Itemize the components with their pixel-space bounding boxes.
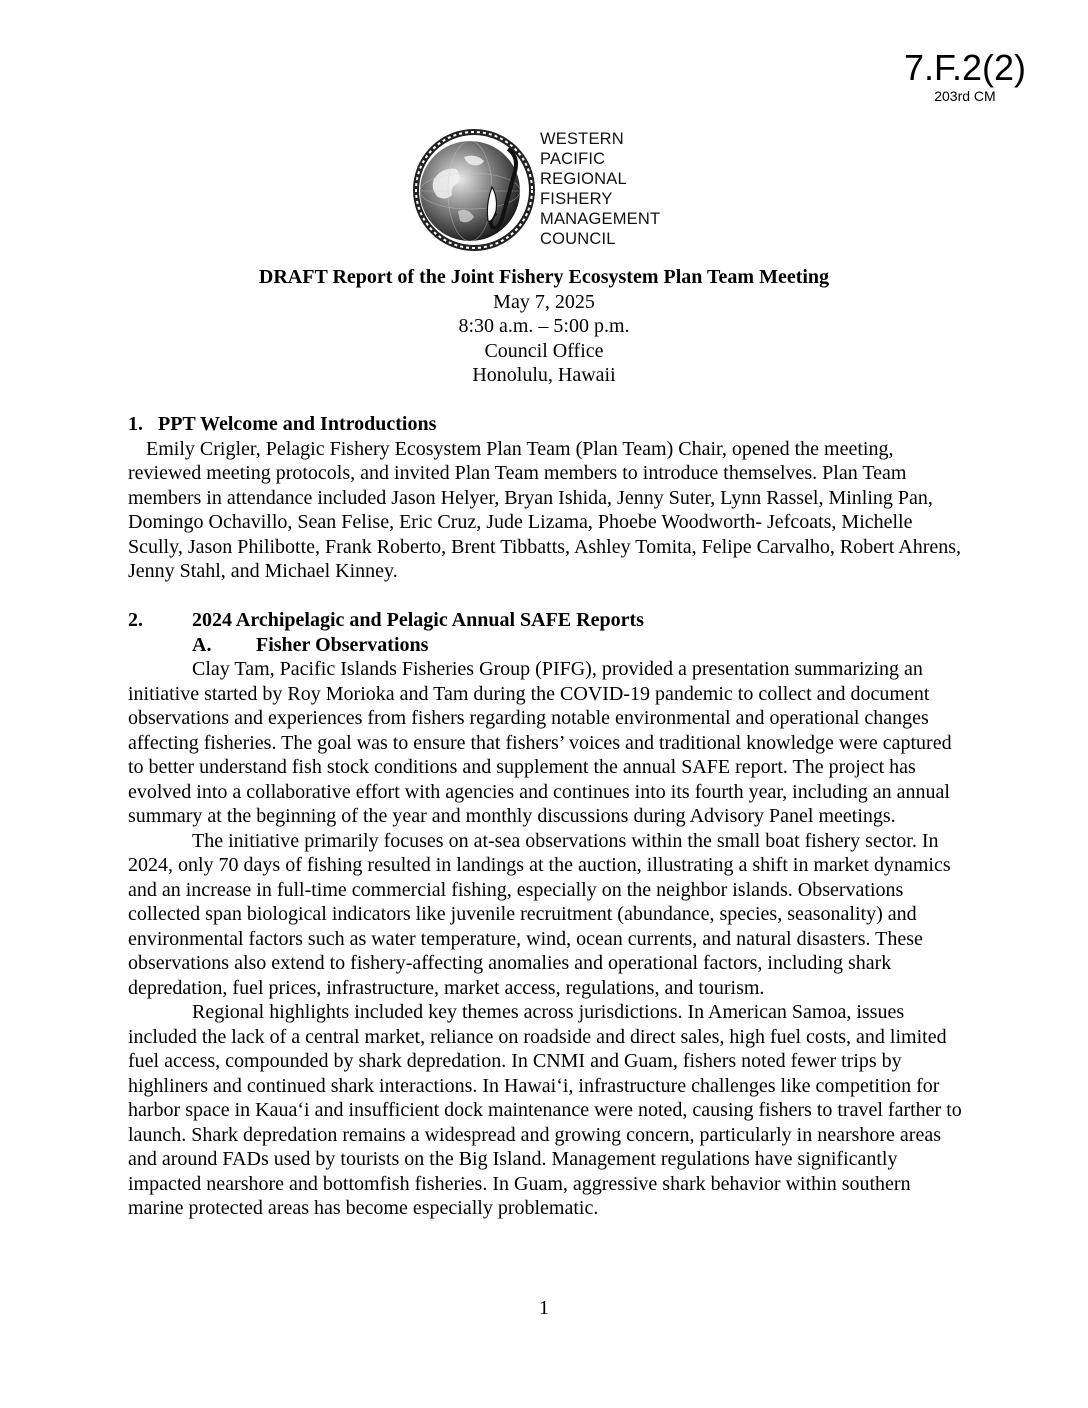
- agenda-code: 7.F.2(2): [903, 47, 1026, 88]
- logo-line: MANAGEMENT: [540, 210, 661, 228]
- council-name: [540, 129, 660, 249]
- logo-line: WESTERN: [540, 130, 624, 148]
- section-2-title: 2024 Archipelagic and Pelagic Annual SAFE Reports: [192, 609, 644, 631]
- council-logo: [412, 127, 692, 253]
- section-2-number: 2.: [128, 609, 143, 631]
- subsection-a-title: Fisher Observations: [256, 633, 429, 656]
- agenda-code-block: [904, 48, 1026, 104]
- logo-line: FISHERY: [540, 190, 613, 208]
- report-body: [128, 412, 968, 1221]
- logo-line: REGIONAL: [540, 170, 627, 188]
- meeting-time: 8:30 a.m. – 5:00 p.m.: [458, 315, 630, 337]
- subsection-a-heading: [128, 633, 968, 658]
- meeting-location: Council Office: [484, 339, 604, 362]
- section-1-heading: 1. PPT Welcome and Introductions: [128, 413, 437, 435]
- section-2-paragraph: Regional highlights included key themes across jurisdictions. In American Samoa, issues included the lack of a central market, reliance on roadside and direct sales, high fuel costs, and limited fuel access, compounded by shark depredation. In CNMI and Guam, fishers noted fewer trips by highliners and continued shark interactions. In Hawai‘i, infrastructure challenges like competition for harbor space in Kaua‘i and insufficient dock maintenance were noted, causing fishers to travel farther to launch. Shark depredation remains a widespread and growing concern, particularly in nearshore areas and around FADs used by tourists on the Big Island. Management regulations have significantly impacted nearshore and bottomfish fisheries. In Guam, aggressive shark behavior within southern marine protected areas has become especially problematic.: [128, 1001, 962, 1219]
- logo-line: COUNCIL: [540, 230, 616, 248]
- page-number: 1: [539, 1297, 549, 1319]
- meeting-city: Honolulu, Hawaii: [472, 364, 616, 386]
- section-1-paragraph: Emily Crigler, Pelagic Fishery Ecosystem Plan Team (Plan Team) Chair, opened the meeting, reviewed meeting protocols, and invited Plan Team members to introduce themselves. Plan Team members in attendance included Jason Helyer, Bryan Ishida, Jenny Suter, Lynn Rassel, Minling Pan, Domingo Ochavillo, Sean Felise, Eric Cruz, Jude Lizama, Phoebe Woodworth- Jefcoats, Michelle Scully, Jason Philibotte, Frank Roberto, Brent Tibbatts, Ashley Tomita, Felipe Carvalho, Robert Ahrens, Jenny Stahl, and Michael Kinney.: [128, 437, 962, 582]
- logo-line: PACIFIC: [540, 150, 606, 168]
- meeting-date: May 7, 2025: [493, 290, 595, 313]
- report-title: DRAFT Report of the Joint Fishery Ecosystem Plan Team Meeting: [258, 266, 830, 288]
- globe-emblem-icon: [412, 127, 536, 253]
- meeting-label: 203rd CM: [934, 88, 996, 104]
- section-2-paragraph: Clay Tam, Pacific Islands Fisheries Group (PIFG), provided a presentation summarizing an initiative started by Roy Morioka and Tam during the COVID-19 pandemic to collect and document observations and experiences from fishers regarding notable environmental and operational changes affecting fisheries. The goal was to ensure that fishers’ voices and traditional knowledge were captured to better understand fish stock conditions and supplement the annual SAFE report. The project has evolved into a collaborative effort with agencies and continues into its fourth year, including an annual summary at the beginning of the year and monthly discussions during Advisory Panel meetings.: [128, 658, 952, 827]
- report-title-block: [0, 265, 1088, 388]
- section-2-heading: [128, 608, 968, 633]
- section-2-paragraph: The initiative primarily focuses on at-sea observations within the small boat fishery sector. In 2024, only 70 days of fishing resulted in landings at the auction, illustrating a shift in market dynamics and an increase in full-time commercial fishing, especially on the neighbor islands. Observations collected span biological indicators like juvenile recruitment (abundance, species, seasonality) and environmental factors such as water temperature, wind, ocean currents, and natural disasters. These observations also extend to fishery-affecting anomalies and operational factors, including shark depredation, fuel prices, infrastructure, market access, regulations, and tourism.: [128, 829, 951, 999]
- subsection-a-number: A.: [192, 633, 212, 656]
